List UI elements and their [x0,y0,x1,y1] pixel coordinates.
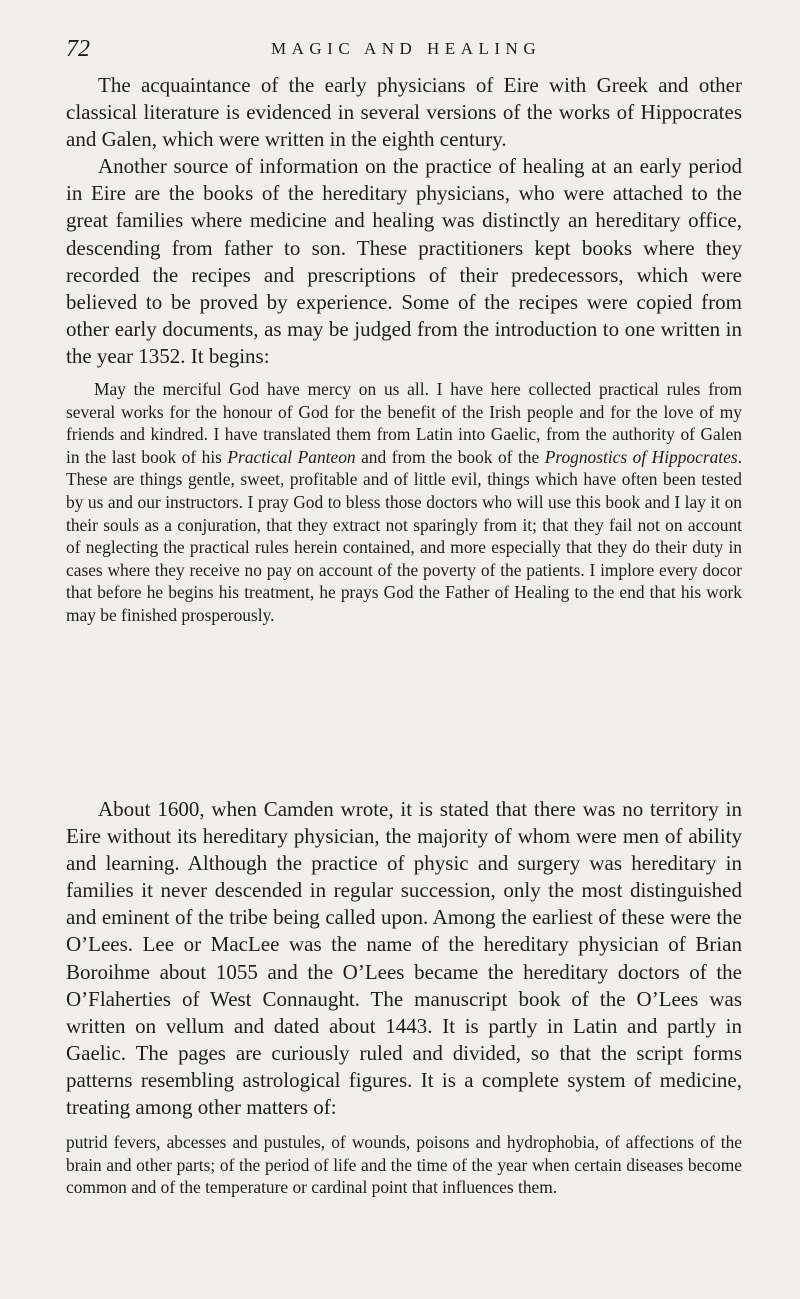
quote-paragraph [66,378,742,627]
running-title: MAGIC AND HEALING [271,39,542,58]
block-quote-introduction [66,378,742,627]
running-head [66,34,746,64]
book-title-practical-panteon: Practical Panteon [227,446,356,467]
page-number: 72 [66,36,90,62]
paragraph-classical-literature: The acquaintance of the early physicians of Eire with Greek and other classical literature is evidenced in several versions of the works of Hippocrates and Galen, which were written in the eighth century. [66,73,742,152]
quote-text-part-2: and from the book of the [355,446,545,467]
paragraph-olees: About 1600, when Camden wrote, it is stated that there was no territory in Eire without its hereditary physician, the majority of whom were men of ability and learning. Although the practice of physic and surgery was hereditary in families it never descended in regular succession, only the most distinguished and eminent of the tribe being called upon. Among the earliest of these were the O’Lees. Lee or MacLee was the name of the hereditary physician of Brian Boroihme about 1055 and the O’Lees became the hereditary doctors of the O’Flaherties of West Connaught. The manuscript book of the O’Lees was written on vellum and dated about 1443. It is partly in Latin and partly in Gaelic. The pages are curiously ruled and divided, so that the script forms patterns resembling astrological figures. It is a complete system of medicine, treating among other matters of: [66,797,742,1120]
quote-text-part-1: May the merciful God have mercy on us all. I have here collected practical rules from several works for the honour of God for the benefit of the Irish people and for the love of my friends and kindred. I have translated them from Latin into Gaelic, from the authority of Galen in the last book of his [66,379,742,467]
quote-paragraph-treatise: putrid fevers, abcesses and pustules, of wounds, poisons and hydrophobia, of affections of the brain and other parts; of the period of life and the time of the year when certain diseases become common and of the temperature or cardinal point that influences them. [66,1132,742,1198]
paragraph-camden [66,796,742,1121]
block-quote-treatise [66,1131,742,1199]
quote-text-part-3: . These are things gentle, sweet, profitable and of little evil, things which have often been tested by us and our instructors. I pray God to bless those doctors who will use this book and I lay it on their souls as a conjuration, that they extract not sparingly from it; that they fail not on account of neglecting the practical rules herein contained, and more especially that they do their duty in cases where they receive no pay on account of the poverty of the patients. I implore every docor that before he begins his treatment, he prays God the Father of Healing to the end that his work may be finished prosperously. [66,446,742,625]
book-title-prognostics: Prognostics of Hippocrates [544,446,738,467]
paragraph-hereditary-physicians: Another source of information on the practice of healing at an early period in Eire are the books of the hereditary physicians, who were attached to the great families where medicine and healing was distinctly an hereditary office, descending from father to son. These practitioners kept books where they recorded the recipes and prescriptions of their predecessors, which were believed to be proved by experience. Some of the recipes were copied from other early documents, as may be judged from the introduction to one written in the year 1352. It begins: [66,154,742,368]
opening-paragraphs [66,72,742,370]
